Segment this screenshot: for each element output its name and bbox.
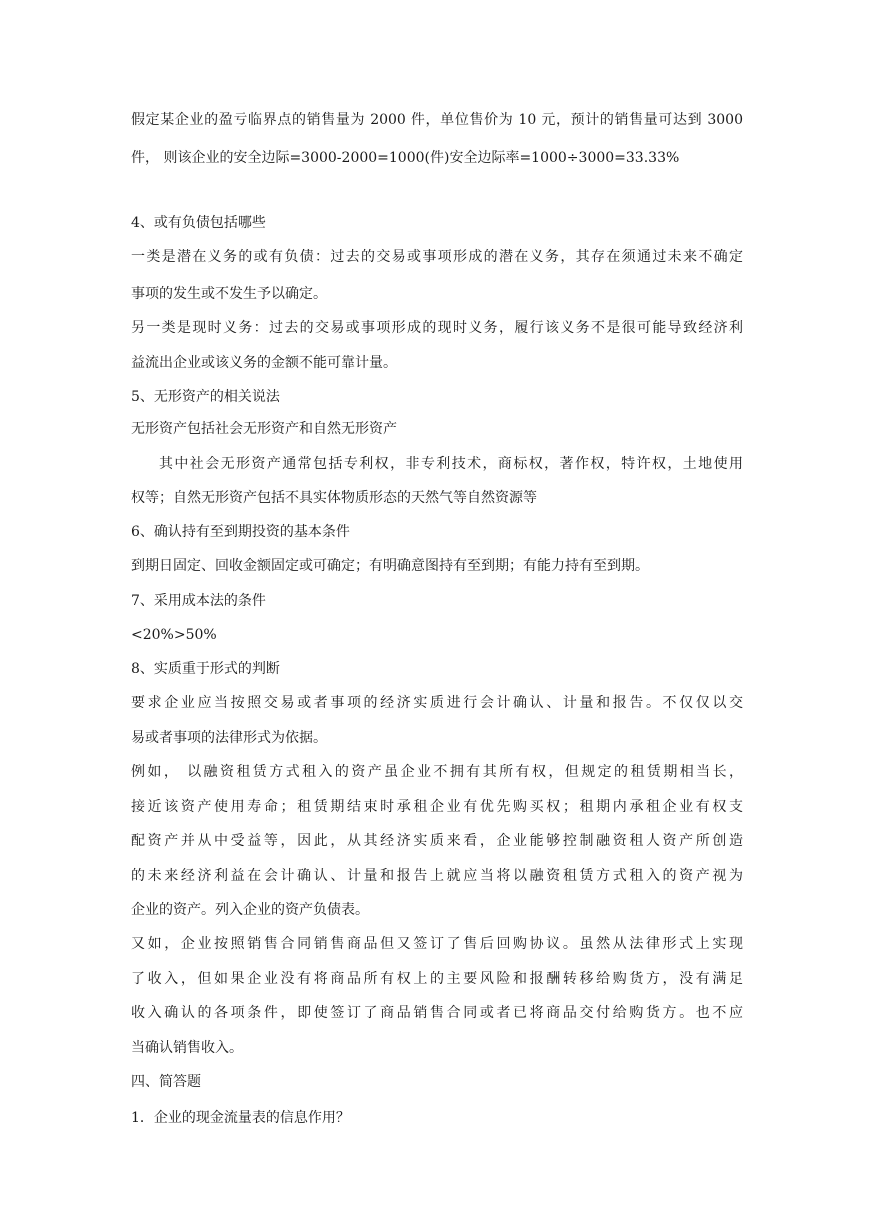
- paragraph-line: 接近该资产使用寿命；租赁期结束时承租企业有优先购买权；租期内承租企业有权支: [131, 799, 743, 815]
- paragraph-line: 其中社会无形资产通常包括专利权，非专利技术，商标权，著作权，特许权，土地使用: [159, 456, 743, 472]
- paragraph-line: 收入确认的各项条件，即使签订了商品销售合同或者已将商品交付给购货方。也不应: [131, 1005, 743, 1021]
- paragraph-line: 当确认销售收入。: [131, 1040, 243, 1056]
- paragraph-line: 要求企业应当按照交易或者事项的经济实质进行会计确认、计量和报告。不仅仅以交: [131, 695, 743, 711]
- section-heading: 6、确认持有至到期投资的基本条件: [131, 524, 350, 540]
- paragraph-line: 件， 则该企业的安全边际=3000-2000=1000(件)安全边际率=1000÷3000=33.33%: [131, 150, 680, 166]
- paragraph-line: 到期日固定、回收金额固定或可确定；有明确意图持有至到期；有能力持有至到期。: [131, 558, 649, 574]
- paragraph-line: 假定某企业的盈亏临界点的销售量为 2000 件，单位售价为 10 元，预计的销售量可达到 3000: [131, 112, 743, 128]
- paragraph-line: 无形资产包括社会无形资产和自然无形资产: [131, 421, 397, 437]
- section-heading: 5、无形资产的相关说法: [131, 389, 280, 405]
- paragraph-line: <20%>50%: [131, 627, 217, 643]
- paragraph-line: 了收入，但如果企业没有将商品所有权上的主要风险和报酬转移给购货方，没有满足: [131, 971, 743, 987]
- paragraph-line: 例如， 以融资租赁方式租入的资产虽企业不拥有其所有权，但规定的租赁期相当长，: [131, 764, 743, 780]
- section-heading: 7、采用成本法的条件: [131, 593, 266, 609]
- paragraph-line: 另一类是现时义务：过去的交易或事项形成的现时义务，履行该义务不是很可能导致经济利: [131, 320, 743, 336]
- paragraph-line: 易或者事项的法律形式为依据。: [131, 730, 327, 746]
- paragraph-line: 权等；自然无形资产包括不具实体物质形态的天然气等自然资源等: [131, 490, 537, 506]
- question-line: 1．企业的现金流量表的信息作用？: [131, 1110, 350, 1126]
- section-heading: 8、实质重于形式的判断: [131, 661, 280, 677]
- paragraph-line: 事项的发生或不发生予以确定。: [131, 286, 327, 302]
- paragraph-line: 企业的资产。列入企业的资产负债表。: [131, 902, 369, 918]
- paragraph-line: 配资产并从中受益等，因此，从其经济实质来看，企业能够控制融资租人资产所创造: [131, 833, 743, 849]
- section-heading: 4、或有负债包括哪些: [131, 215, 266, 231]
- paragraph-line: 益流出企业或该义务的金额不能可靠计量。: [131, 355, 397, 371]
- paragraph-line: 的未来经济利益在会计确认、计量和报告上就应当将以融资租赁方式租入的资产视为: [131, 868, 743, 884]
- section-heading: 四、简答题: [131, 1074, 201, 1090]
- paragraph-line: 又如，企业按照销售合同销售商品但又签订了售后回购协议。虽然从法律形式上实现: [131, 936, 743, 952]
- paragraph-line: 一类是潜在义务的或有负债：过去的交易或事项形成的潜在义务，其存在须通过未来不确定: [131, 249, 743, 265]
